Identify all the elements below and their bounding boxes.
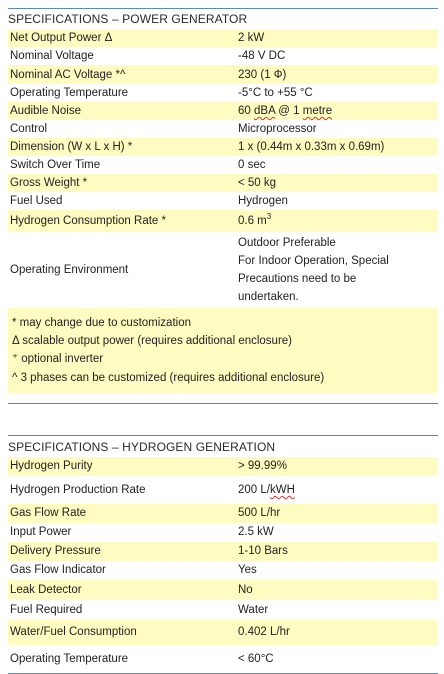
spec-row-leak-detector (8, 580, 438, 600)
spec-label: Operating Environment (10, 264, 129, 276)
spec-value (238, 212, 438, 227)
spec-label: Gas Flow Indicator (10, 564, 106, 577)
spec-value: < 50 kg (238, 177, 277, 189)
spec-row-h2-purity (8, 457, 438, 476)
superscript: 3 (266, 212, 272, 222)
spec-label: Gross Weight * (10, 177, 88, 189)
footnote: ⁺ optional inverter (12, 353, 104, 366)
spec-value: 1-10 Bars (238, 545, 288, 558)
spec-row-audible-noise (8, 102, 438, 120)
spec-label: Input Power (10, 526, 72, 539)
spec-value: 0 sec (238, 159, 266, 171)
spec-value: 230 (1 Ф) (238, 68, 287, 81)
value-part: 60 (238, 105, 254, 117)
footnote: * may change due to customization (12, 317, 191, 329)
spec-value: 1 x (0.44m x 0.33m x 0.69m) (238, 141, 385, 153)
spec-label: Dimension (W x L x H) * (10, 141, 133, 153)
value-part: @ 1 (275, 105, 303, 117)
spec-label: Net Output Power Δ (10, 32, 113, 44)
spec-row-water-consumption (8, 620, 438, 645)
spec-row-operating-environment (8, 232, 438, 308)
spec-value: No (238, 583, 253, 596)
spec-label: Delivery Pressure (10, 545, 101, 558)
spec-value: 2.5 kW (238, 526, 274, 539)
spec-row-net-output (8, 29, 438, 47)
spec-row-delivery-pressure (8, 542, 438, 561)
spec-row-operating-temp (8, 84, 438, 102)
spec-label: Leak Detector (10, 583, 82, 596)
spec-row-gross-weight (8, 174, 438, 192)
spec-value (238, 105, 438, 117)
spec-label: Hydrogen Purity (10, 460, 93, 473)
value-line: Outdoor Preferable (238, 236, 336, 249)
value-line: Precautions need to be (238, 273, 357, 285)
spec-value: 500 L/hr (238, 507, 281, 520)
value-line: For Indoor Operation, Special (238, 254, 389, 267)
value-part: metre (302, 105, 333, 117)
spec-value: 2 kW (238, 32, 265, 44)
spec-row-nominal-voltage (8, 47, 438, 65)
spec-label: Hydrogen Production Rate (10, 483, 146, 496)
spec-label: Operating Temperature (10, 87, 129, 99)
value-part: kWH (269, 483, 295, 496)
hydrogen-section-title: SPECIFICATIONS – HYDROGEN GENERATION (8, 439, 276, 454)
spec-label: Water/Fuel Consumption (10, 626, 137, 639)
spec-row-fuel-used (8, 192, 438, 210)
spec-value: < 60°C (238, 652, 274, 665)
spec-value: -5°C to +55 °C (238, 87, 313, 99)
value-part: dBA (254, 105, 276, 117)
spec-value: Hydrogen (238, 195, 288, 207)
spec-value: -48 V DC (238, 50, 286, 62)
spec-row-gas-flow-indicator (8, 561, 438, 580)
value-line: undertaken. (238, 291, 299, 304)
spec-row-h2-consumption (8, 210, 438, 232)
spec-value: > 99.99% (238, 460, 287, 473)
spec-label: Fuel Required (10, 603, 83, 616)
power-section-title: SPECIFICATIONS – POWER GENERATOR (8, 12, 248, 26)
spec-label: Switch Over Time (10, 159, 101, 171)
footnotes (8, 308, 438, 393)
spec-label: Audible Noise (10, 105, 81, 117)
spec-row-fuel-required (8, 600, 438, 620)
spec-label: Fuel Used (10, 195, 63, 207)
spec-value: Water (238, 603, 269, 616)
spec-label: Control (10, 123, 48, 135)
spec-label: Nominal AC Voltage *^ (10, 68, 126, 81)
footnote: ^ 3 phases can be customized (requires additional enclosure) (12, 371, 325, 384)
value-part: 0.6 m (238, 215, 267, 227)
spec-row-dimension (8, 138, 438, 156)
value-part: 200 L/ (238, 483, 270, 496)
spec-row-switch-over (8, 156, 438, 174)
footnote: Δ scalable output power (requires additional enclosure) (12, 335, 293, 348)
spec-row-h2-production (8, 476, 438, 504)
spec-sheet (8, 8, 438, 674)
spec-row-control (8, 120, 438, 138)
spec-row-input-power (8, 523, 438, 542)
spec-row-gas-flow-rate (8, 504, 438, 523)
spec-value: 0.402 L/hr (238, 626, 290, 639)
spec-value (238, 234, 438, 307)
spec-value: Microprocessor (238, 123, 317, 135)
spec-label: Gas Flow Rate (10, 507, 87, 520)
spec-label: Operating Temperature (10, 652, 129, 665)
spec-row-nominal-ac (8, 65, 438, 84)
spec-value: Yes (238, 564, 257, 577)
spec-label: Hydrogen Consumption Rate * (10, 215, 166, 227)
spec-label: Nominal Voltage (10, 50, 94, 62)
spec-value (238, 484, 438, 496)
